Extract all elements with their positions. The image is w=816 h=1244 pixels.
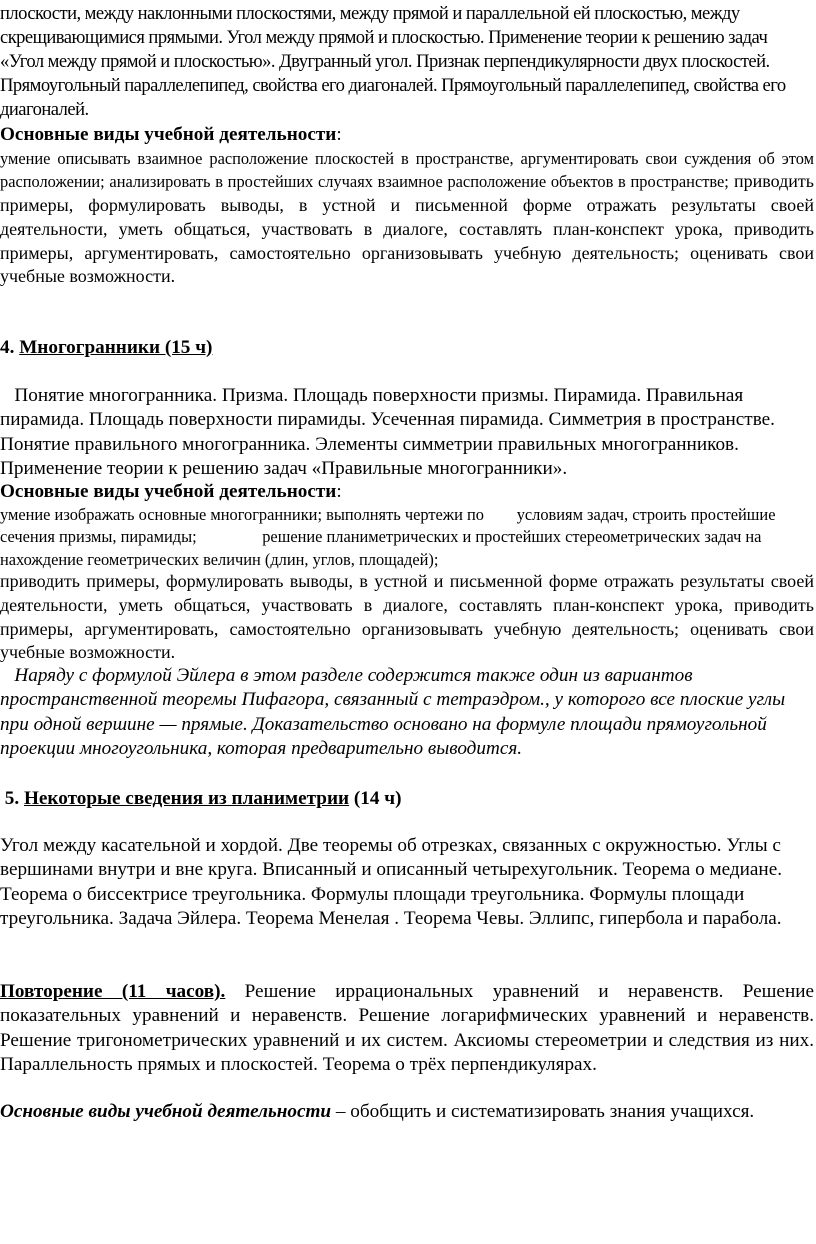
euler-note-text: Наряду с формулой Эйлера в этом разделе содержится также один из вариантов пространственной теоремы Пифагора, связанный с тетраэдром., у которого все плоские углы при одной вершине — прямые. Доказательство основано на формуле площади прямоугольной проекции многоугольника, которая предварительно выводится. — [0, 665, 790, 760]
review-text: Решение иррациональных уравнений и неравенств. Решение показательных уравнений и неравенств. Решение логарифмических уравнений и неравенств. Решение тригонометрических уравнений и их систем. Аксиомы стереометрии и следствия из них. Параллельность прямых и плоскостей. Теорема о трёх перпендикулярах. — [0, 981, 814, 1076]
activities-paragraph — [0, 147, 814, 289]
activities-colon: : — [336, 124, 342, 145]
activities-paragraph-2a — [0, 504, 814, 571]
section-4-text — [0, 384, 814, 482]
activities-heading-2 — [0, 480, 814, 504]
activities-2-text-small: умение изображать основные многогранники; выполнять чертежи по условиям задач, строить простейшие сечения призмы, пирамиды; решение планиметрических и простейших стереометрических задач на нахождение геометрических величин (длин, углов, площадей); — [0, 505, 780, 569]
activities-text-small: умение описывать взаимное расположение плоскостей в пространстве, аргументировать свои суждения об этом расположении; анализировать в простейших случаях взаимное расположение объектов в пространстве; — [0, 149, 814, 192]
activities-colon-2: : — [336, 481, 342, 502]
final-activities-label: Основные виды учебной деятельности — [0, 1101, 332, 1122]
section-5-text — [0, 834, 814, 932]
section-4-title: Многогранники (15 ч) — [19, 337, 213, 358]
activities-label-2: Основные виды учебной деятельности — [0, 481, 337, 502]
review-paragraph — [0, 980, 814, 1078]
activities-heading — [0, 123, 814, 147]
section-4-topics: Понятие многогранника. Призма. Площадь поверхности призмы. Пирамида. Правильная пирамида. Площадь поверхности пирамиды. Усеченная пирамида. Симметрия в пространстве. Понятие правильного многогранника. Элементы симметрии правильных многогранников. Применение теории к решению задач «Правильные многогранники». — [0, 385, 780, 480]
topics-text: плоскости, между наклонными плоскостями, между прямой и параллельной ей плоскостью, между скрещивающимися прямыми. Угол между прямой и плоскостью. Применение теории к решению задач «Угол между прямой и плоскостью». Двугранный угол. Признак перпендикулярности двух плоскостей. Прямоугольный параллелепипед, свойства его диагоналей. Прямоугольный параллелепипед, свойства его диагоналей. — [0, 3, 786, 120]
final-activities-text: – обобщить и систематизировать знания учащихся. — [331, 1101, 755, 1122]
section-5-title: Некоторые сведения из планиметрии — [23, 788, 350, 809]
section-5-heading — [0, 787, 814, 811]
activities-2-text-large: приводить примеры, формулировать выводы, в устной и письменной форме отражать результаты своей деятельности, уметь общаться, участвовать в диалоге, составлять план-конспект урока, приводить примеры, аргументировать, самостоятельно организовывать учебную деятельность; оценивать свои учебные возможности. — [0, 571, 814, 663]
review-title: Повторение (11 часов). — [0, 981, 226, 1002]
section-5-hours: (14 ч) — [349, 788, 402, 809]
activities-label: Основные виды учебной деятельности — [0, 124, 337, 145]
euler-note — [0, 664, 814, 762]
section-5-number: 5. — [0, 788, 24, 809]
section-4-heading — [0, 336, 814, 360]
activities-paragraph-2b — [0, 570, 814, 665]
final-activities — [0, 1100, 814, 1124]
section-5-topics: Угол между касательной и хордой. Две теоремы об отрезках, связанных с окружностью. Углы с вершинами внутри и вне круга. Вписанный и описанный четырехугольник. Теорема о медиане. Теорема о биссектрисе треугольника. Формулы площади треугольника. Формулы площади треугольника. Задача Эйлера. Теорема Менелая . Теорема Чевы. Эллипс, гипербола и парабола. — [0, 835, 783, 930]
activities-text-large: приводить примеры, формулировать выводы, в устной и письменной форме отражать результаты своей деятельности, уметь общаться, участвовать в диалоге, составлять план-конспект урока, приводить примеры, аргументировать, самостоятельно организовывать учебную деятельность; оценивать свои учебные возможности. — [0, 171, 814, 287]
topics-paragraph — [0, 2, 814, 122]
section-4-number: 4. — [0, 337, 20, 358]
